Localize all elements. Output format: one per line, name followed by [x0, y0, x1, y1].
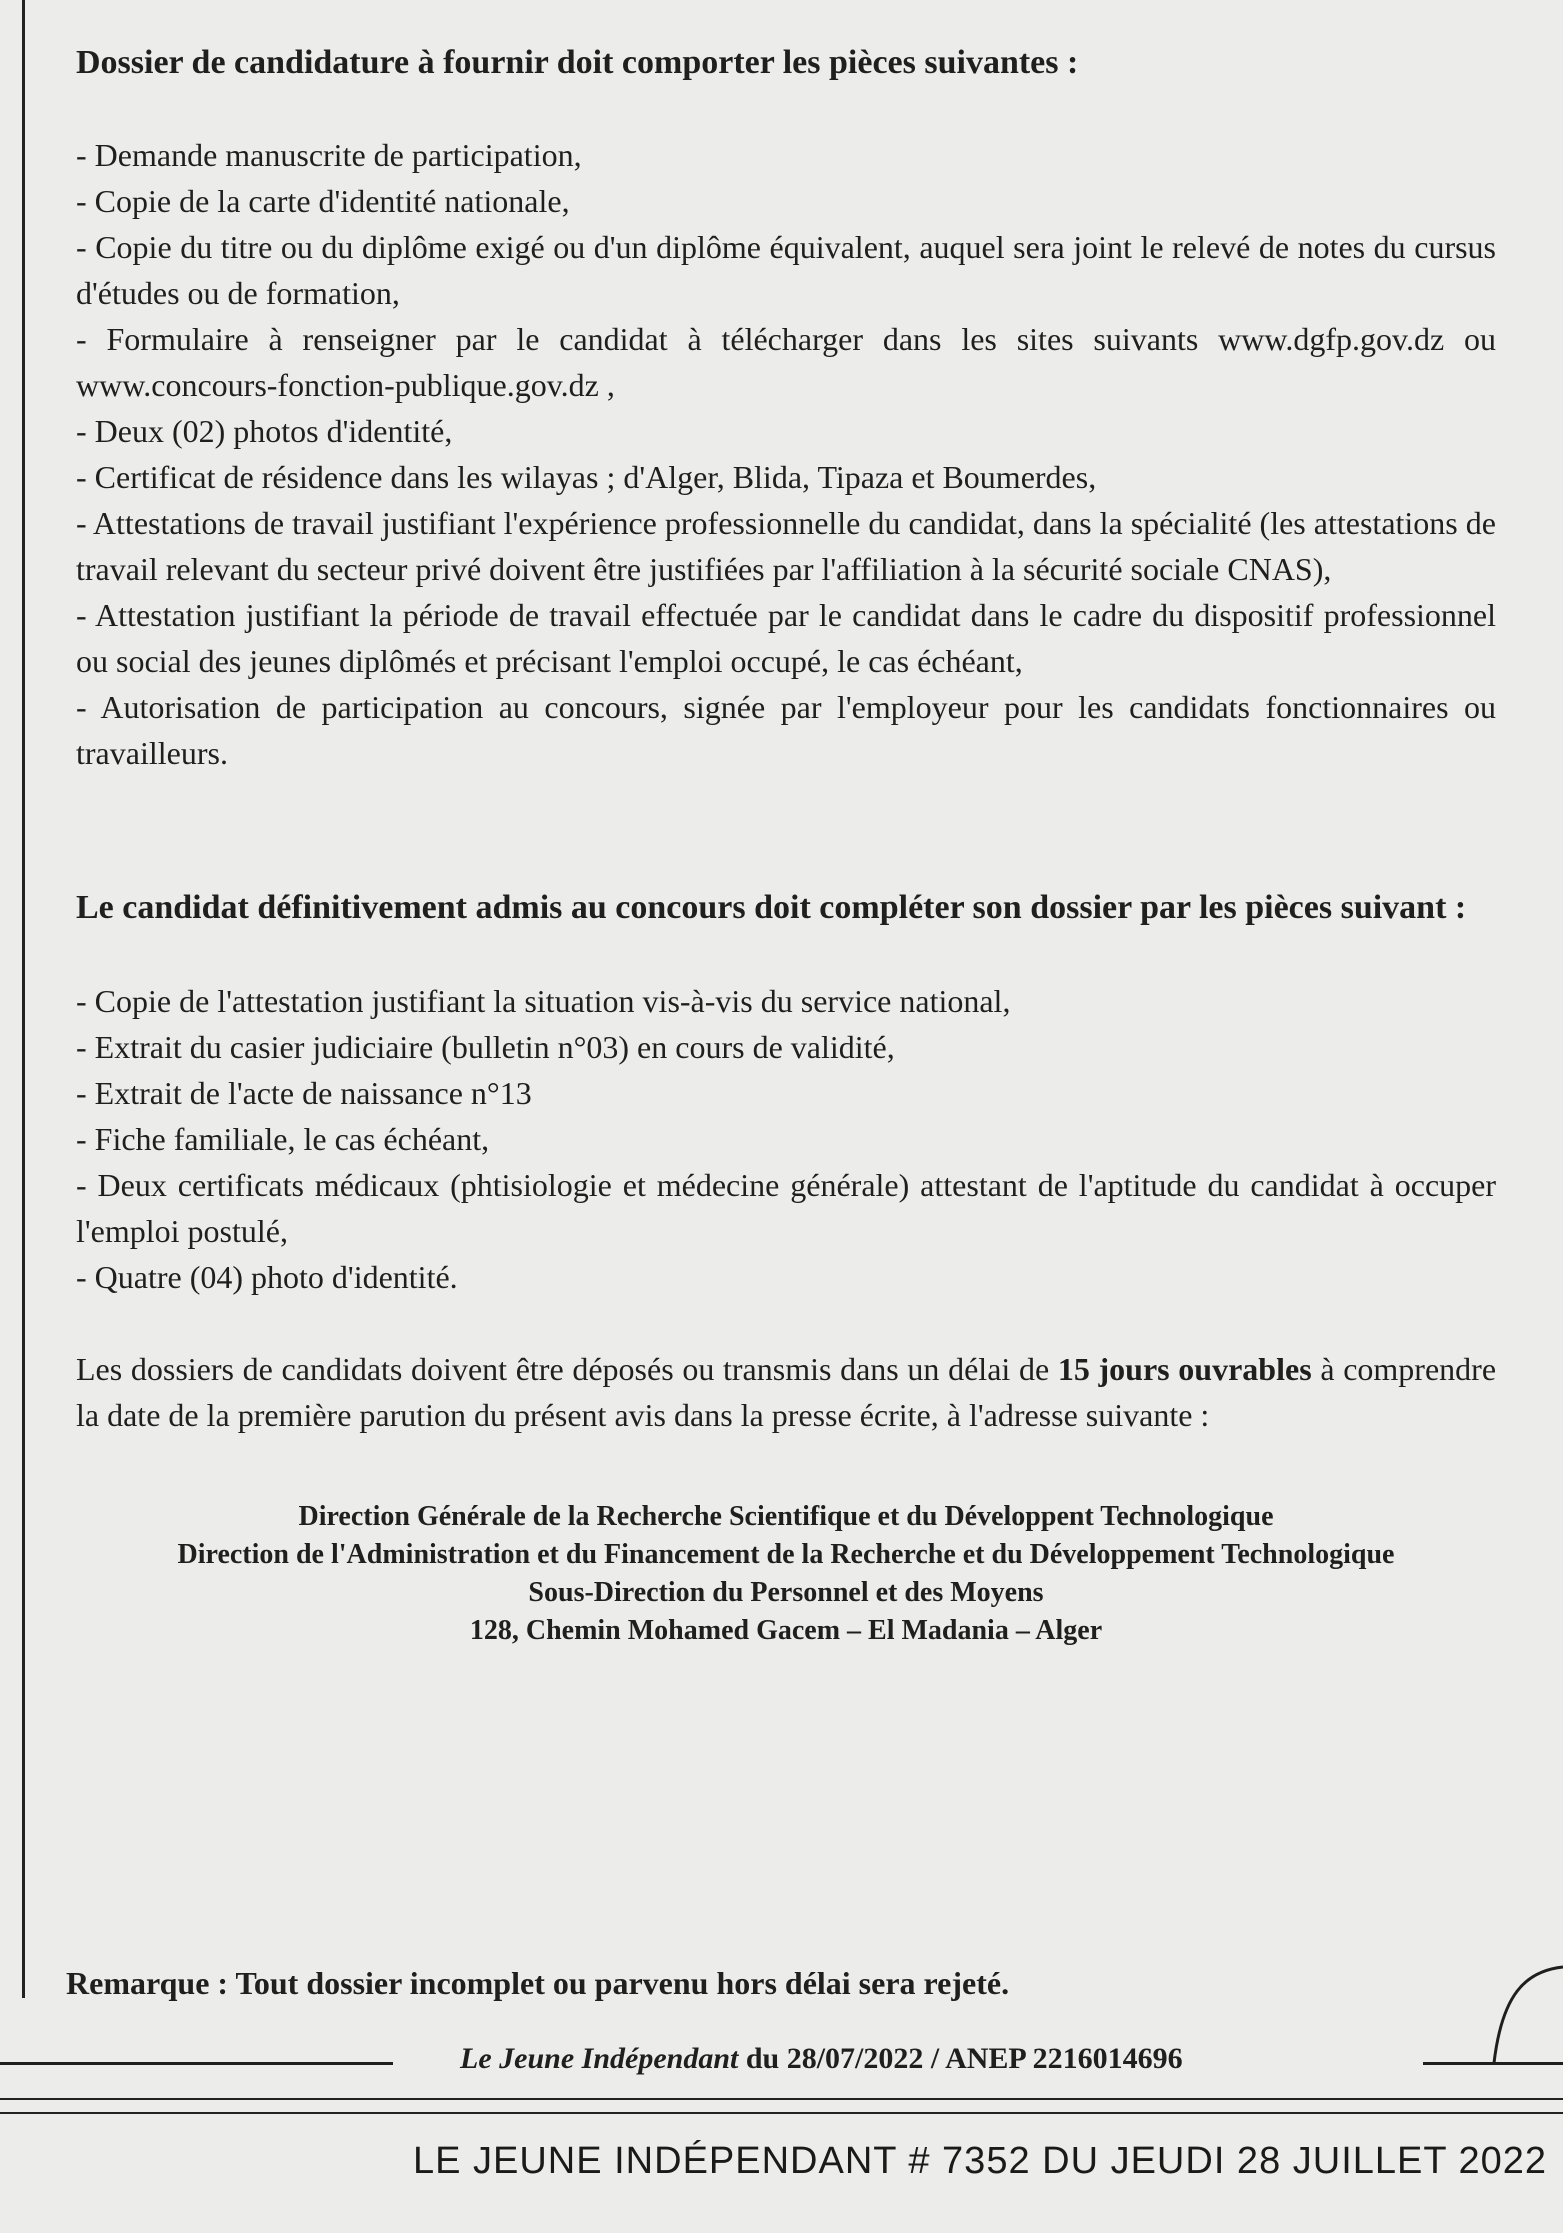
- remarque-note: Remarque : Tout dossier incomplet ou parvenu hors délai sera rejeté.: [66, 1965, 1010, 2001]
- list-item: - Copie du titre ou du diplôme exigé ou d'un diplôme équivalent, auquel sera joint le relevé de notes du cursus d'études ou de formation,: [76, 229, 1496, 311]
- admis-list: [76, 978, 1496, 1300]
- list-item: - Deux (02) photos d'identité,: [76, 413, 453, 449]
- notice-body: [76, 40, 1496, 1650]
- list-item: - Extrait du casier judiciaire (bulletin n°03) en cours de validité,: [76, 1029, 895, 1065]
- source-details: du 28/07/2022 / ANEP 2216014696: [738, 2042, 1183, 2075]
- list-item: - Certificat de résidence dans les wilayas ; d'Alger, Blida, Tipaza et Boumerdes,: [76, 459, 1097, 495]
- deposit-deadline: 15 jours ouvrables: [1057, 1351, 1312, 1387]
- source-rule-right: [1423, 2062, 1563, 2065]
- list-item: - Attestation justifiant la période de travail effectuée par le candidat dans le cadre du dispositif professionnel ou social des jeunes diplômés et précisant l'emploi occupé, le cas échéant,: [76, 597, 1496, 679]
- dossier-list: [76, 132, 1496, 776]
- footer-rule-top: [0, 2098, 1563, 2100]
- list-item: - Copie de la carte d'identité nationale,: [76, 183, 570, 219]
- footer-rule-bottom: [0, 2112, 1563, 2114]
- address-block: [76, 1498, 1496, 1650]
- address-line: Direction Générale de la Recherche Scientifique et du Développent Technologique: [298, 1501, 1274, 1532]
- list-item: - Deux certificats médicaux (phtisiologie et médecine générale) attestant de l'aptitude du candidat à occuper l'emploi postulé,: [76, 1167, 1496, 1249]
- list-item: - Extrait de l'acte de naissance n°13: [76, 1075, 532, 1111]
- source-rule-left: [0, 2062, 393, 2065]
- source-line: [460, 2042, 1183, 2076]
- left-border-rule: [22, 0, 25, 1998]
- deposit-text-after: à comprendre la date de la première parution du présent avis dans la presse écrite, à l'adresse suivante :: [76, 1351, 1497, 1433]
- list-item: - Demande manuscrite de participation,: [76, 137, 582, 173]
- deposit-text-before: Les dossiers de candidats doivent être déposés ou transmis dans un délai de: [76, 1351, 1058, 1387]
- dossier-heading: Dossier de candidature à fournir doit comporter les pièces suivantes :: [76, 44, 1079, 81]
- address-line: Sous-Direction du Personnel et des Moyens: [528, 1577, 1044, 1608]
- page-footer: LE JEUNE INDÉPENDANT # 7352 DU JEUDI 28 JUILLET 2022: [412, 2140, 1547, 2182]
- list-item: - Attestations de travail justifiant l'expérience professionnelle du candidat, dans la spécialité (les attestations de travail relevant du secteur privé doivent être justifiées par l'affiliation à la sécurité sociale CNAS),: [76, 505, 1496, 587]
- corner-curve-ornament: [1480, 1965, 1563, 2065]
- list-item: - Fiche familiale, le cas échéant,: [76, 1121, 490, 1157]
- deposit-paragraph: [76, 1346, 1496, 1438]
- admis-heading: Le candidat définitivement admis au concours doit compléter son dossier par les pièces suivant :: [76, 889, 1467, 926]
- list-item: - Autorisation de participation au concours, signée par l'employeur pour les candidats fonctionnaires ou travailleurs.: [76, 689, 1496, 771]
- list-item: - Copie de l'attestation justifiant la situation vis-à-vis du service national,: [76, 983, 1011, 1019]
- address-line: 128, Chemin Mohamed Gacem – El Madania – Alger: [469, 1615, 1103, 1646]
- address-line: Direction de l'Administration et du Financement de la Recherche et du Développement Technologique: [177, 1539, 1395, 1570]
- list-item: - Formulaire à renseigner par le candidat à télécharger dans les sites suivants www.dgfp.gov.dz ou www.concours-fonction-publique.gov.dz ,: [76, 321, 1496, 403]
- list-item: - Quatre (04) photo d'identité.: [76, 1259, 458, 1295]
- newspaper-name: Le Jeune Indépendant: [460, 2042, 739, 2075]
